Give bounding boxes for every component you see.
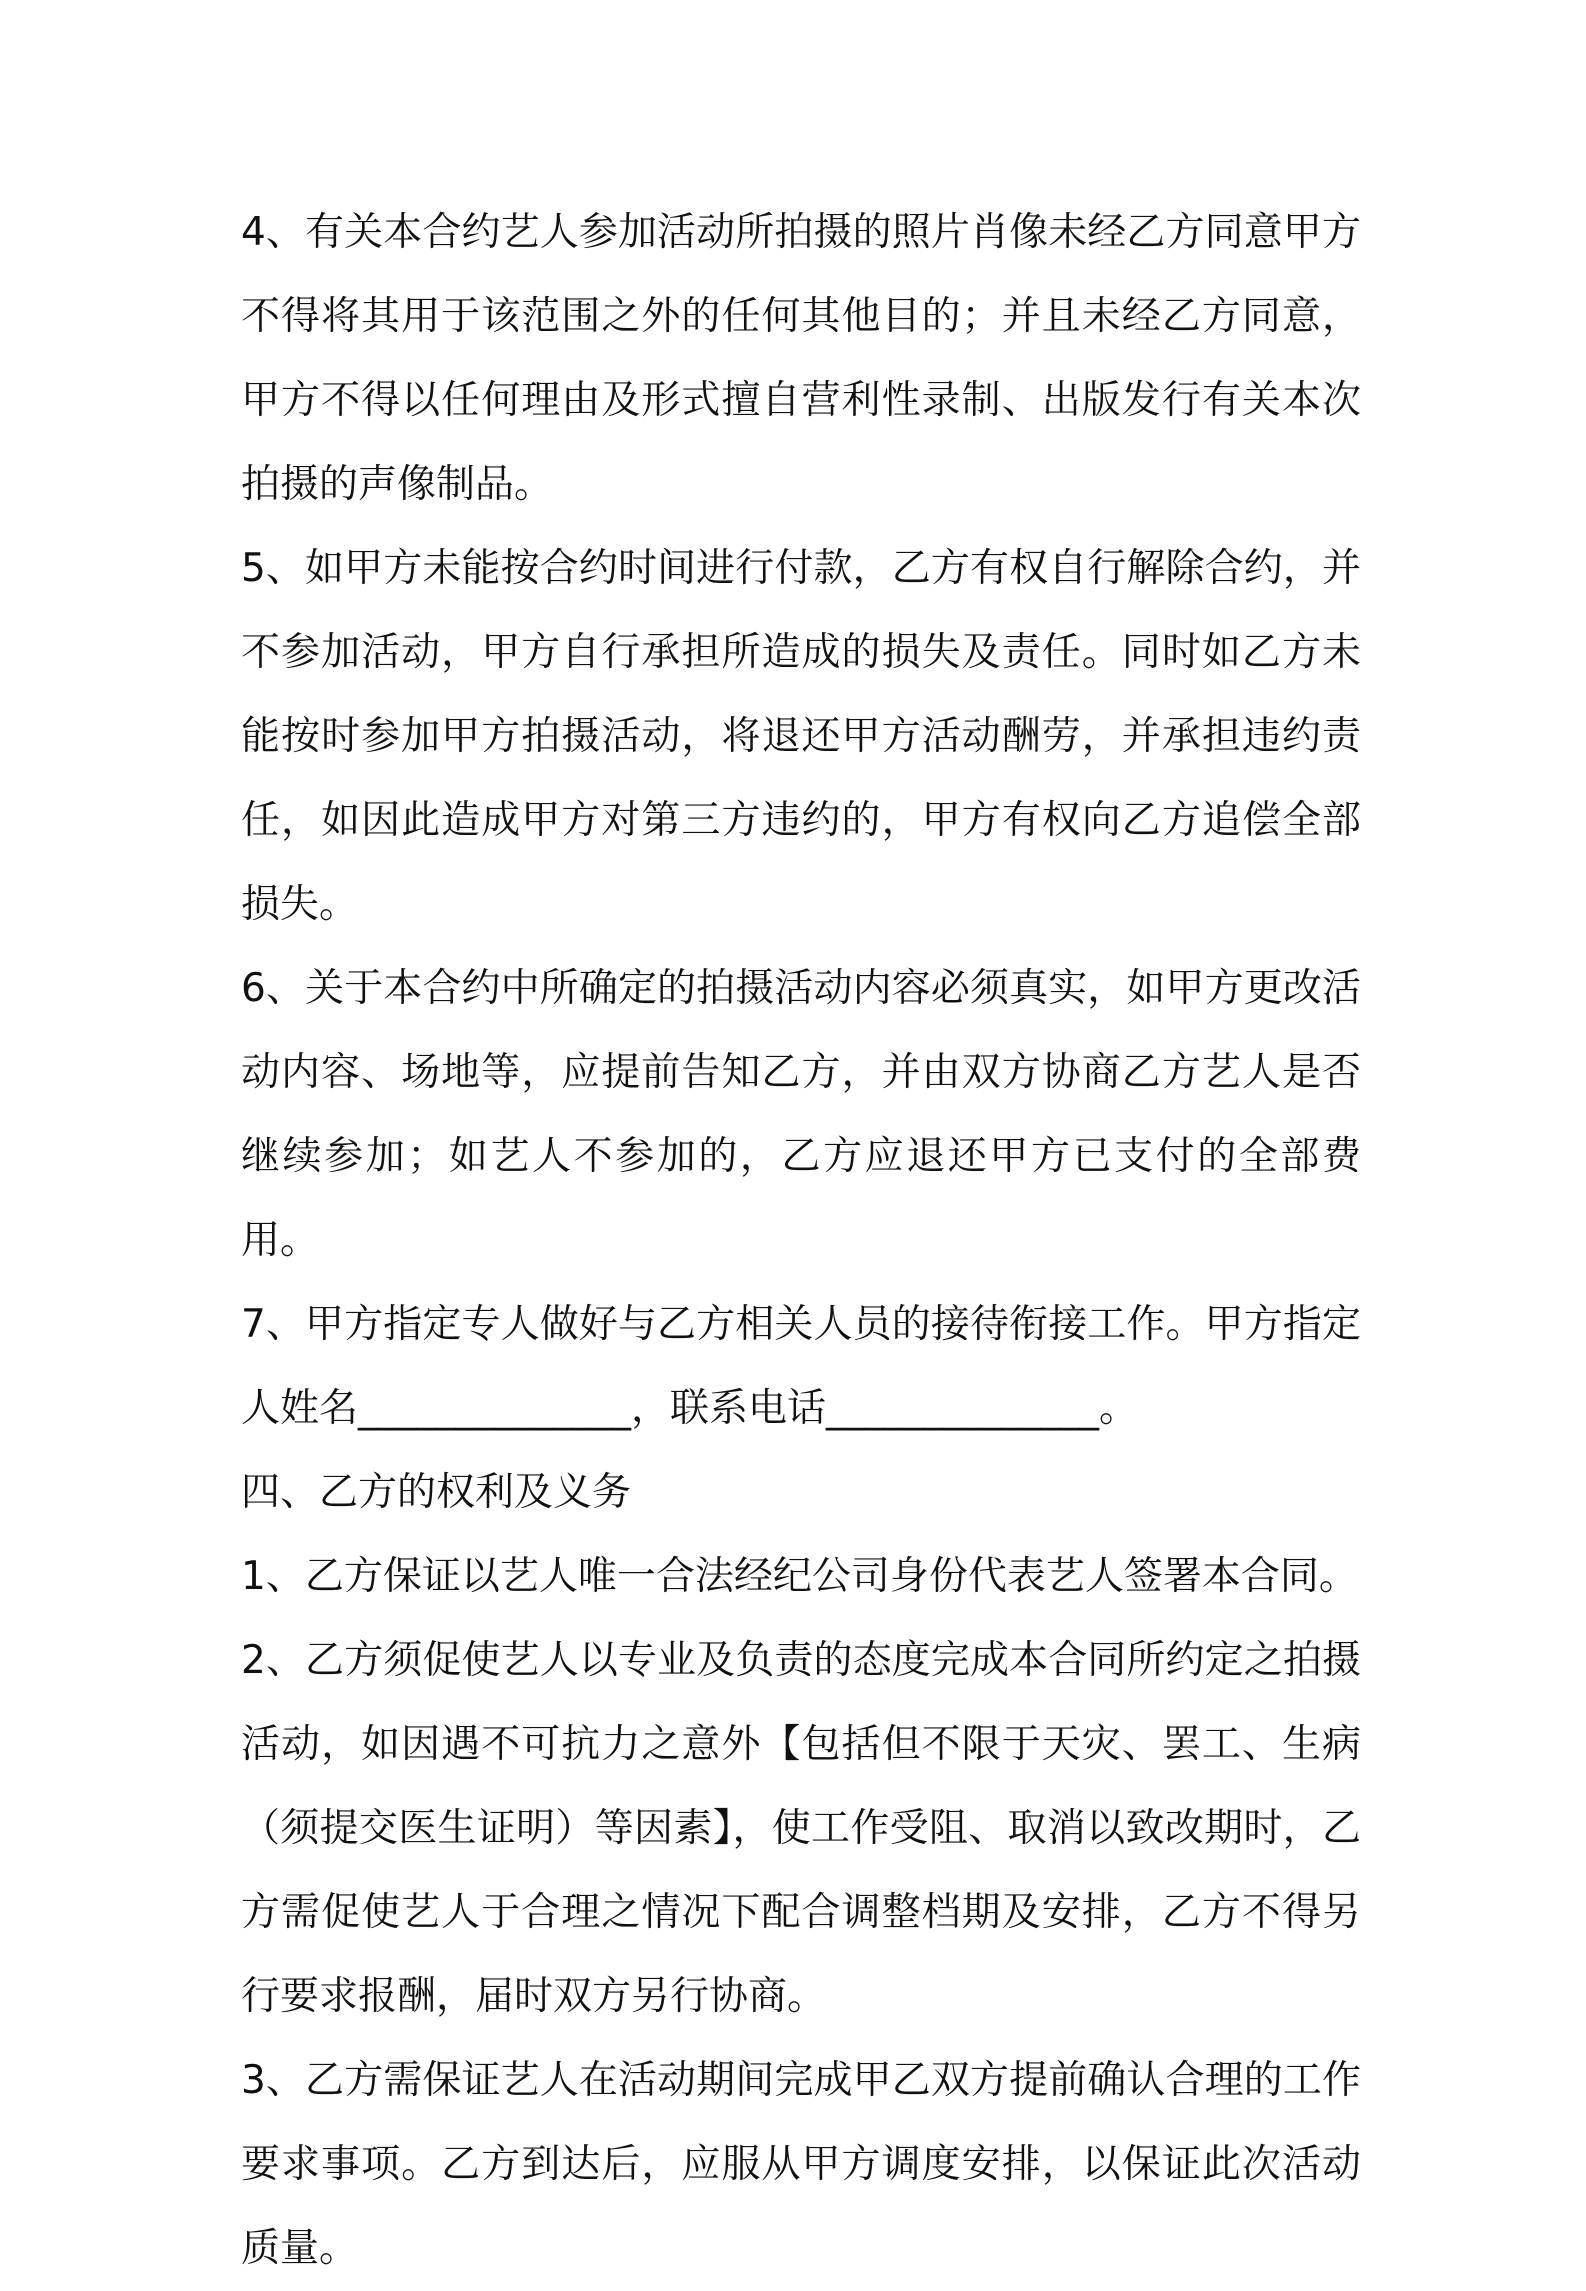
section-heading-party-b-rights: 四、乙方的权利及义务: [241, 1470, 632, 1515]
clause-5-payment-default: 5、如甲方未能按合约时间进行付款，乙方有权自行解除合约，并不参加活动，甲方自行承担所造成的损失及责任。同时如乙方未能按时参加甲方拍摄活动，将退还甲方活动酬劳，并承担违约责任，如因此造成甲方对第三方违约的，甲方有权向乙方追偿全部损失。: [241, 546, 1361, 927]
clause-b1-agency-guarantee: 1、乙方保证以艺人唯一合法经纪公司身份代表艺人签署本合同。: [241, 1554, 1358, 1599]
document-body: [241, 191, 1361, 2291]
clause-b3-work-requirements: 3、乙方需保证艺人在活动期间完成甲乙双方提前确认合理的工作要求事项。乙方到达后，应服从甲方调度安排，以保证此次活动质量。: [241, 2058, 1361, 2271]
clause-6-activity-content: 6、关于本合约中所确定的拍摄活动内容必须真实，如甲方更改活动内容、场地等，应提前告知乙方，并由双方协商乙方艺人是否继续参加；如艺人不参加的，乙方应退还甲方已支付的全部费用。: [241, 966, 1361, 1263]
clause-4-photo-usage: 4、有关本合约艺人参加活动所拍摄的照片肖像未经乙方同意甲方不得将其用于该范围之外的任何其他目的；并且未经乙方同意，甲方不得以任何理由及形式擅自营利性录制、出版发行有关本次拍摄的声像制品。: [241, 210, 1361, 507]
clause-7-designated-contact: 7、甲方指定专人做好与乙方相关人员的接待衔接工作。甲方指定人姓名______________，联系电话______________。: [241, 1302, 1361, 1431]
clause-b2-professional-conduct: 2、乙方须促使艺人以专业及负责的态度完成本合同所约定之拍摄活动，如因遇不可抗力之意外【包括但不限于天灾、罢工、生病（须提交医生证明）等因素】，使工作受阻、取消以致改期时，乙方需促使艺人于合理之情况下配合调整档期及安排，乙方不得另行要求报酬，届时双方另行协商。: [241, 1638, 1361, 2019]
